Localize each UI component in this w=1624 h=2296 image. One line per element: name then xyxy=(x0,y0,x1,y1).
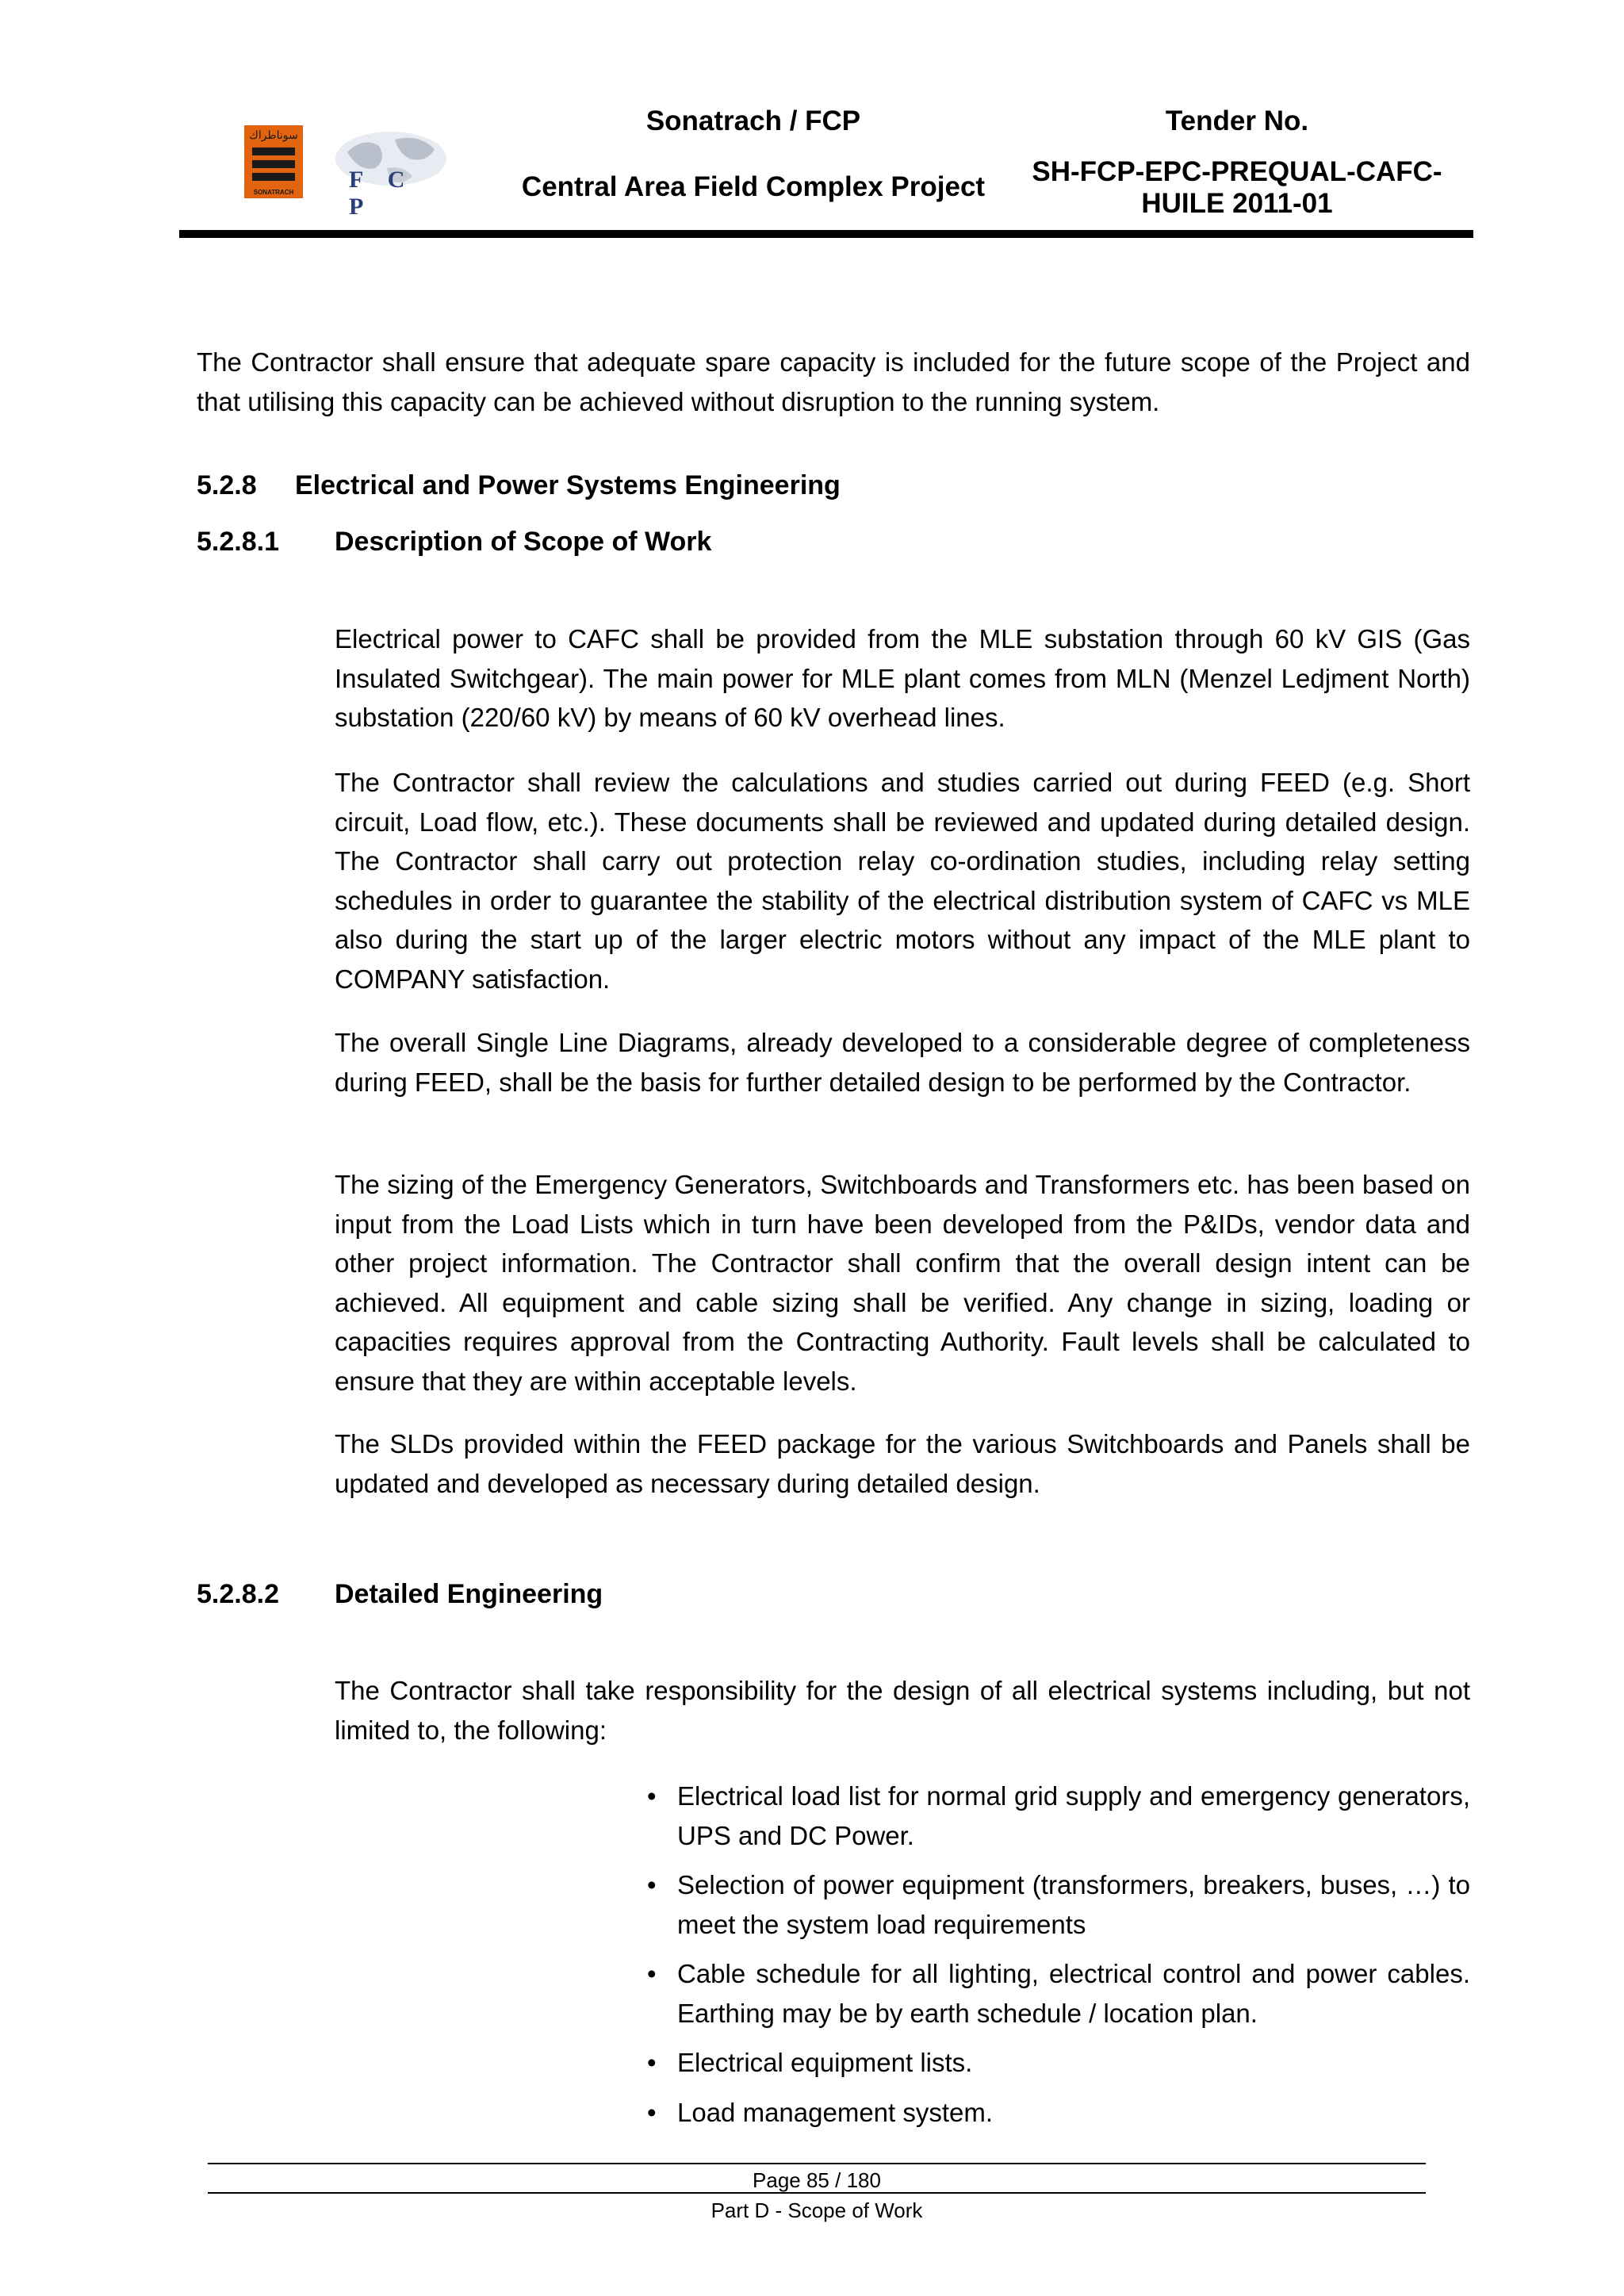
scope-paragraph-4: The sizing of the Emergency Generators, Switchboards and Transformers etc. has been based on input from the Load Lists which in turn have been developed from the P&IDs, vendor data and other project information. The Contractor shall confirm that the overall design intent can be achieved. All equipment and cable sizing shall be verified. Any change in sizing, loading or capacities requires approval from the Contracting Authority. Fault levels shall be calculated to ensure that they are within acceptable levels. xyxy=(335,1170,1470,1396)
section-title-5-2-8-2: Detailed Engineering xyxy=(335,1579,603,1609)
section-title-5-2-8-1: Description of Scope of Work xyxy=(335,527,712,557)
list-item: • Electrical equipment lists. xyxy=(647,2048,973,2077)
list-item: • Selection of power equipment (transformers, breakers, buses, …) to meet the system load requirements xyxy=(647,1870,1470,1939)
sonatrach-logo xyxy=(244,125,303,198)
footer-rule-top xyxy=(208,2163,1426,2164)
section-title-5-2-8: Electrical and Power Systems Engineering xyxy=(295,470,841,500)
header-rule xyxy=(179,230,1473,238)
fcp-logo-text: F C P xyxy=(349,167,415,220)
footer-rule-bottom xyxy=(208,2192,1426,2194)
header-tender-label: Tender No. xyxy=(1165,105,1309,136)
sonatrach-logo-arabic: سوناطراك xyxy=(249,128,298,141)
scope-paragraph-5: The SLDs provided within the FEED package for the various Switchboards and Panels shall be updated and developed as necessary during detailed design. xyxy=(335,1429,1470,1498)
scope-paragraph-3: The overall Single Line Diagrams, already developed to a considerable degree of completeness during FEED, shall be the basis for further detailed design to be performed by the Contractor. xyxy=(335,1028,1470,1097)
footer-part: Part D - Scope of Work xyxy=(710,2198,923,2222)
intro-paragraph: The Contractor shall ensure that adequate spare capacity is included for the future scope of the Project and that utilising this capacity can be achieved without disruption to the running system. xyxy=(197,347,1470,416)
bullet-list xyxy=(647,1777,1470,2142)
sonatrach-logo-text: SONATRACH xyxy=(253,189,294,196)
list-item: • Electrical load list for normal grid supply and emergency generators, UPS and DC Power. xyxy=(647,1781,1470,1850)
list-item: • Cable schedule for all lighting, electrical control and power cables. Earthing may be by earth schedule / location plan. xyxy=(647,1959,1470,2028)
scope-paragraph-1: Electrical power to CAFC shall be provided from the MLE substation through 60 kV GIS (Gas Insulated Switchgear). The main power for MLE plant comes from MLN (Menzel Ledjment North) substation (220/60 kV) by means of 60 kV overhead lines. xyxy=(335,624,1470,732)
fcp-logo xyxy=(331,128,450,220)
header-tender-number: SH-FCP-EPC-PREQUAL-CAFC- HUILE 2011-01 xyxy=(1032,156,1442,219)
scope-paragraph-2: The Contractor shall review the calculations and studies carried out during FEED (e.g. Short circuit, Load flow, etc.). These documents shall be reviewed and updated during detailed design. The Contractor shall carry out protection relay co-ordination studies, including relay setting schedules in order to guarantee the stability of the electrical distribution system of CAFC vs MLE also during the start up of the larger electric motors without any impact of the MLE plant to COMPANY satisfaction. xyxy=(335,768,1470,994)
header-org: Sonatrach / FCP xyxy=(645,105,861,136)
page-number: Page 85 / 180 xyxy=(753,2168,881,2192)
section-number-5-2-8: 5.2.8 xyxy=(197,470,257,500)
detailed-engineering-intro: The Contractor shall take responsibility for the design of all electrical systems including, but not limited to, the following: xyxy=(335,1676,1470,1745)
header-project: Central Area Field Complex Project xyxy=(521,171,986,202)
section-number-5-2-8-2: 5.2.8.2 xyxy=(197,1579,279,1609)
list-item: • Load management system. xyxy=(647,2097,994,2127)
section-number-5-2-8-1: 5.2.8.1 xyxy=(197,527,279,557)
